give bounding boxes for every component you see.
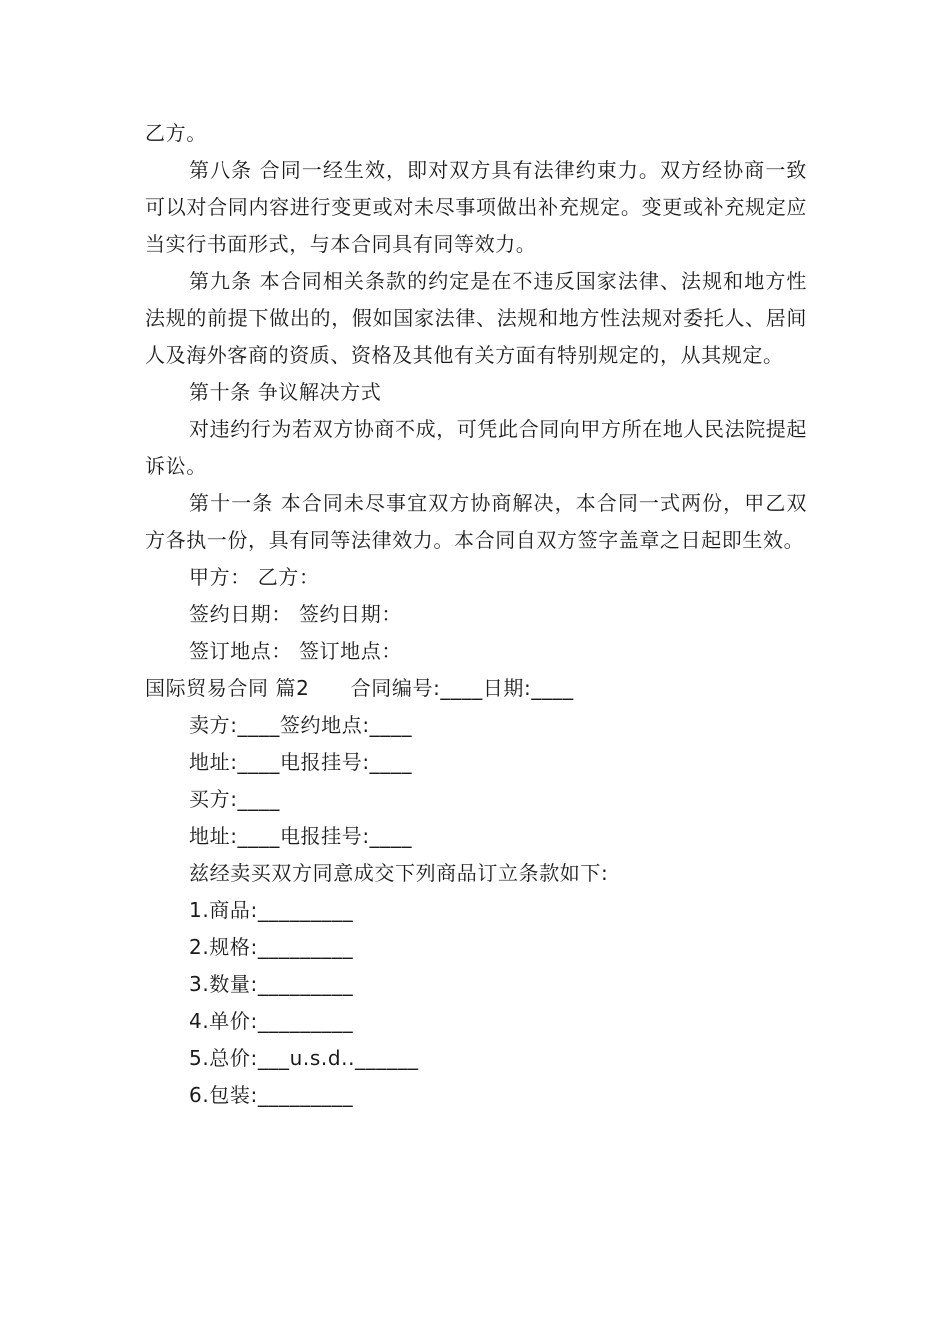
signature-dates: 签约日期： 签约日期： xyxy=(189,602,402,626)
paragraph-article-8: 第八条 合同一经生效，即对双方具有法律约束力。双方经协商一致可以对合同内容进行变更或对未尽事项做出补充规定。变更或补充规定应当实行书面形式，与本合同具有同等效力。 xyxy=(145,158,807,256)
seller-address-field: 地址:____电报挂号:____ xyxy=(189,750,413,774)
paragraph-continuation: 乙方。 xyxy=(145,121,207,145)
item-packing: 6.包装:_________ xyxy=(189,1083,354,1107)
buyer-address-field: 地址:____电报挂号:____ xyxy=(189,824,413,848)
seller-field: 卖方:____签约地点:____ xyxy=(189,713,413,737)
buyer-field: 买方:____ xyxy=(189,787,280,811)
document-body xyxy=(145,115,807,1114)
signature-parties: 甲方： 乙方： xyxy=(189,565,320,589)
paragraph-article-11: 第十一条 本合同未尽事宜双方协商解决，本合同一式两份，甲乙双方各执一份，具有同等法律效力。本合同自双方签字盖章之日起即生效。 xyxy=(145,491,807,552)
item-commodity: 1.商品:_________ xyxy=(189,898,354,922)
section2-heading: 国际贸易合同 篇2 合同编号:____日期:____ xyxy=(145,676,574,700)
item-total-price: 5.总价:___u.s.d..______ xyxy=(189,1046,419,1070)
paragraph-article-9: 第九条 本合同相关条款的约定是在不违反国家法律、法规和地方性法规的前提下做出的，假如国家法律、法规和地方性法规对委托人、居间人及海外客商的资质、资格及其他有关方面有特别规定的，从其规定。 xyxy=(145,269,807,367)
paragraph-article-10-title: 第十条 争议解决方式 xyxy=(189,380,382,404)
paragraph-dispute-resolution: 对违约行为若双方协商不成，可凭此合同向甲方所在地人民法院提起诉讼。 xyxy=(145,417,807,478)
item-quantity: 3.数量:_________ xyxy=(189,972,354,996)
item-unit-price: 4.单价:_________ xyxy=(189,1009,354,1033)
agreement-intro: 兹经卖买双方同意成交下列商品订立条款如下: xyxy=(189,861,609,885)
item-specification: 2.规格:_________ xyxy=(189,935,354,959)
signature-places: 签订地点： 签订地点： xyxy=(189,639,402,663)
